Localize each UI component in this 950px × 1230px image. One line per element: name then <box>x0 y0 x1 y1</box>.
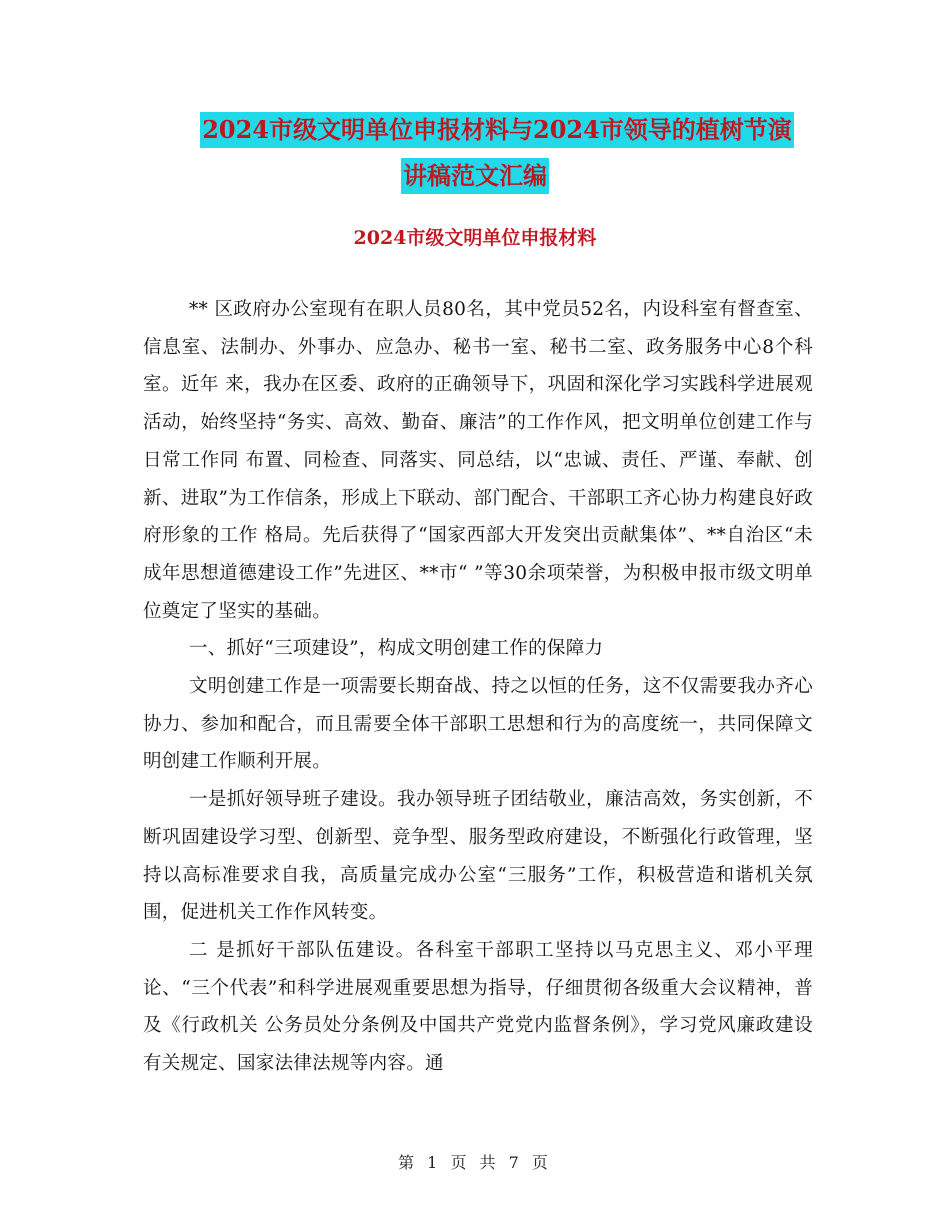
title-text-2: 讲稿范文汇编 <box>401 158 549 194</box>
section-title: 2024市级文明单位申报材料 <box>353 227 597 249</box>
document-body <box>143 291 813 1083</box>
paragraph-4: 二 是抓好干部队伍建设。各科室干部职工坚持以马克思主义、邓小平理论、“三个代表”和科学进展观重要思想为指导，仔细贯彻各级重大会议精神，普及《行政机关 公务员处分条例及中国共产党党内监督条例》，学习党风廉政建设有关规定、国家法律法规等内容。通 <box>143 939 813 1075</box>
document-title-line-2 <box>0 158 950 194</box>
paragraph-intro: ** 区政府办公室现有在职人员80名，其中党员52名，内设科室有督查室、信息室、法制办、外事办、应急办、秘书一室、秘书二室、政务服务中心8个科室。近年 来，我办在区委、政府的正确领导下，巩固和深化学习实践科学进展观活动，始终坚持“务实、高效、勤奋、廉洁”的工作作风，把文明单位创建工作与日常工作同 布置、同检查、同落实、同总结，以“忠诚、责任、严谨、奉献、创新、进取”为工作信条，形成上下联动、部门配合、干部职工齐心协力构建良好政府形象的工作 格局。先后获得了“国家西部大开发突出贡献集体”、**自治区“未成年思想道德建设工作”先进区、**市“ ”等30余项荣誉，为积极申报市级文明单位奠定了坚实的基础。 <box>143 299 813 622</box>
paragraph-2: 文明创建工作是一项需要长期奋战、持之以恒的任务，这不仅需要我办齐心协力、参加和配合，而且需要全体干部职工思想和行为的高度统一，共同保障文明创建工作顺利开展。 <box>143 676 813 773</box>
document-title-line-1 <box>22 112 950 148</box>
page-footer: 第 1 页 共 7 页 <box>398 1153 552 1172</box>
paragraph-3: 一是抓好领导班子建设。我办领导班子团结敬业，廉洁高效，务实创新，不断巩固建设学习型、创新型、竞争型、服务型政府建设，不断强化行政管理，坚持以高标准要求自我，高质量完成办公室“三服务”工作，积极营造和谐机关氛围，促进机关工作作风转变。 <box>143 789 813 924</box>
paragraph-heading-1: 一、抓好“三项建设”，构成文明创建工作的保障力 <box>189 638 604 660</box>
title-text-1: 2024市级文明单位申报材料与2024市领导的植树节演 <box>200 112 794 148</box>
